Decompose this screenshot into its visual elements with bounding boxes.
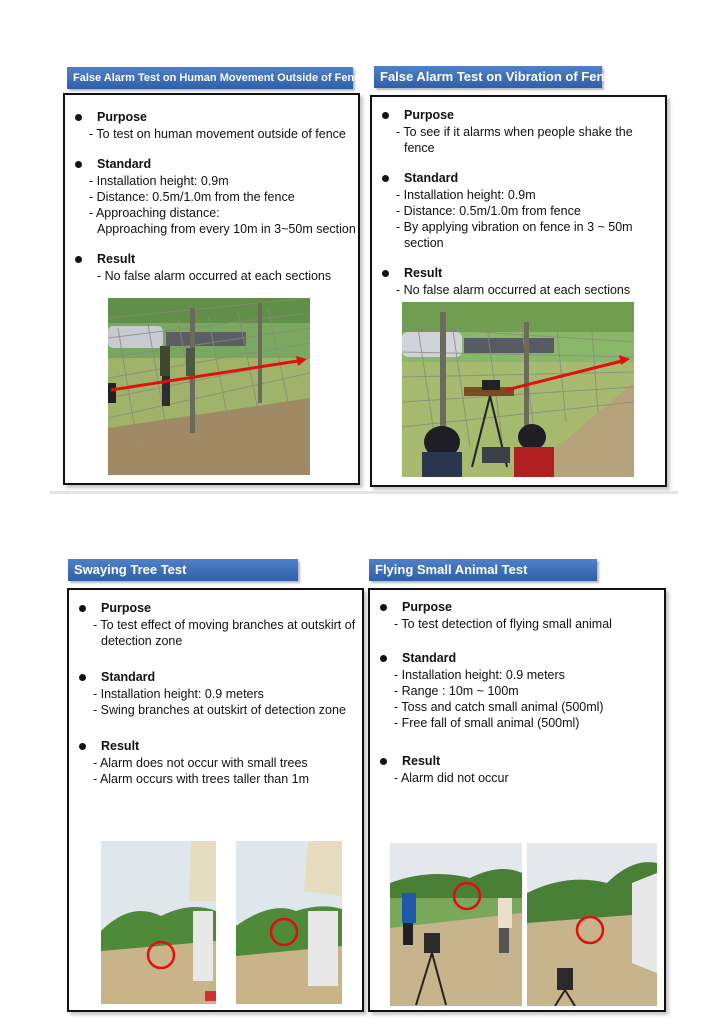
panel-4-title: Flying Small Animal Test bbox=[369, 559, 597, 581]
panel-2 bbox=[370, 95, 667, 487]
panel-4-standard: Standard - Installation height: 0.9 meters - Range : 10m ~ 100m - Toss and catch small animal (500ml) - Free fall of small animal (500ml) bbox=[370, 650, 660, 731]
bullet-icon bbox=[79, 674, 86, 681]
fence-human-photo bbox=[108, 298, 310, 475]
panel-2-result: Result - No false alarm occurred at each sections bbox=[372, 265, 661, 298]
panel-3-purpose: Purpose - To test effect of moving branches at outskirt of detection zone bbox=[69, 600, 358, 649]
bullet-icon bbox=[382, 175, 389, 182]
bullet-icon bbox=[380, 604, 387, 611]
bullet-icon bbox=[79, 743, 86, 750]
panel-4-purpose: Purpose - To test detection of flying small animal bbox=[370, 599, 660, 632]
panel-1-result: Result - No false alarm occurred at each sections bbox=[65, 251, 354, 284]
section-divider bbox=[50, 491, 678, 494]
panel-3 bbox=[67, 588, 364, 1012]
panel-4 bbox=[368, 588, 666, 1012]
panel-1-standard: Standard - Installation height: 0.9m - Distance: 0.5m/1.0m from the fence - Approaching distance: Approaching from every 10m in 3~50m section bbox=[65, 156, 354, 237]
bullet-icon bbox=[79, 605, 86, 612]
panel-1-purpose: Purpose - To test on human movement outside of fence bbox=[65, 109, 354, 142]
bullet-icon bbox=[382, 112, 389, 119]
bullet-icon bbox=[382, 270, 389, 277]
panel-2-purpose: Purpose - To see if it alarms when people shake the fence bbox=[372, 107, 661, 156]
panel-1-title: False Alarm Test on Human Movement Outside of Fence bbox=[67, 67, 353, 89]
fence-vibration-photo bbox=[402, 302, 634, 477]
tree-photo-2 bbox=[236, 841, 342, 1004]
bullet-icon bbox=[380, 758, 387, 765]
panel-3-standard: Standard - Installation height: 0.9 meters - Swing branches at outskirt of detection zone bbox=[69, 669, 358, 718]
bullet-icon bbox=[75, 256, 82, 263]
panel-1 bbox=[63, 93, 360, 485]
bullet-icon bbox=[75, 161, 82, 168]
panel-2-standard: Standard - Installation height: 0.9m - Distance: 0.5m/1.0m from fence - By applying vibration on fence in 3 ~ 50m section bbox=[372, 170, 661, 251]
animal-photo-2 bbox=[527, 843, 657, 1006]
bullet-icon bbox=[75, 114, 82, 121]
panel-3-title: Swaying Tree Test bbox=[68, 559, 298, 581]
animal-photo-1 bbox=[390, 843, 522, 1006]
tree-photo-1 bbox=[101, 841, 216, 1004]
bullet-icon bbox=[380, 655, 387, 662]
panel-4-result: Result - Alarm did not occur bbox=[370, 753, 660, 786]
panel-3-result: Result - Alarm does not occur with small trees - Alarm occurs with trees taller than 1m bbox=[69, 738, 358, 787]
panel-2-title: False Alarm Test on Vibration of Fence bbox=[374, 66, 602, 88]
